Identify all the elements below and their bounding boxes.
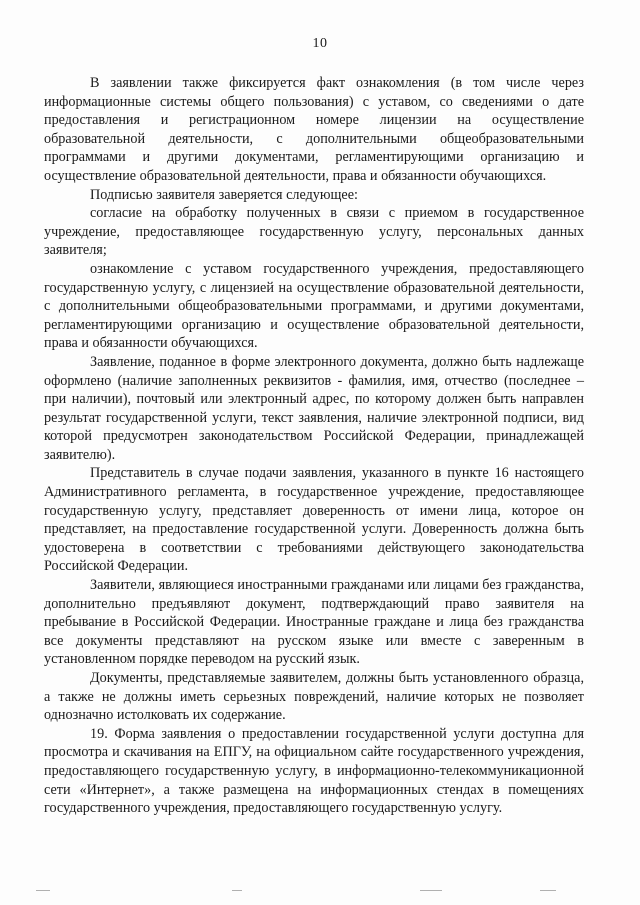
paragraph-item-19: 19. Форма заявления о предоставлении государственной услуги доступна для просмотра и скачивания на ЕПГУ, на официальном сайте государственного учреждения, предоставляющего государственную услугу, в информационно-телекоммуникационной сети «Интернет», а также размещена на информационных стендах в помещениях государственного учреждения, предоставляющего государственную услугу. [44, 725, 584, 817]
paragraph-signature-heading: Подписью заявителя заверяется следующее: [90, 186, 358, 203]
paragraph-documents-condition: Документы, представляемые заявителем, должны быть установленного образца, а также не должны иметь серьезных повреждений, наличие которых не позволяет однозначно истолковать их содержание. [44, 670, 584, 724]
scan-artifact-line [420, 890, 442, 891]
paragraph-electronic-application: Заявление, поданное в форме электронного документа, должно быть надлежаще оформлено (наличие заполненных реквизитов - фамилия, имя, отчество (последнее – при наличии), почтовый или электронный адрес, по которому должен быть направлен результат государственной услуги, текст заявления, наличие электронной подписи, вид которой предусмотрен законодательством Российской Федерации, принадлежащей заявителю). [44, 353, 584, 463]
document-body [44, 74, 584, 818]
paragraph-statement-acknowledgement: В заявлении также фиксируется факт ознакомления (в том числе через информационные системы общего пользования) с уставом, со сведениями о дате предоставления и регистрационном номере лицензии на осуществление образовательной деятельности, с дополнительными общеобразовательными программами и другими документами, регламентирующими организацию и осуществление образовательной деятельности, права и обязанности обучающихся. [44, 75, 584, 184]
paragraph-consent-personal-data: согласие на обработку полученных в связи с приемом в государственное учреждение, предоставляющее государственную услугу, персональных данных заявителя; [44, 205, 584, 259]
paragraph-acknowledgement-charter: ознакомление с уставом государственного учреждения, предоставляющего государственную услугу, с лицензией на осуществление образовательной деятельности, с дополнительными общеобразовательными программами, и другими документами, регламентирующими организацию и осуществление образовательной деятельности, права и обязанности обучающихся. [44, 260, 584, 352]
scan-artifact-line [540, 890, 556, 891]
paragraph-representative: Представитель в случае подачи заявления, указанного в пункте 16 настоящего Административного регламента, в государственное учреждение, предоставляющее государственную услугу, представляет доверенность от имени лица, которое он представляет, на предоставление государственной услуги. Доверенность должна быть удостоверена в соответствии с требованиями действующего законодательства Российской Федерации. [44, 465, 584, 575]
scan-artifact-line [232, 890, 242, 891]
page-number: 10 [312, 36, 328, 51]
paragraph-foreign-citizens: Заявители, являющиеся иностранными гражданами или лицами без гражданства, дополнительно предъявляют документ, подтверждающий право заявителя на пребывание в Российской Федерации. Иностранные граждане и лица без гражданства все документы представляют на русском языке или вместе с заверенным в установленном порядке переводом на русский язык. [44, 577, 584, 668]
scan-artifact-line [36, 890, 50, 891]
